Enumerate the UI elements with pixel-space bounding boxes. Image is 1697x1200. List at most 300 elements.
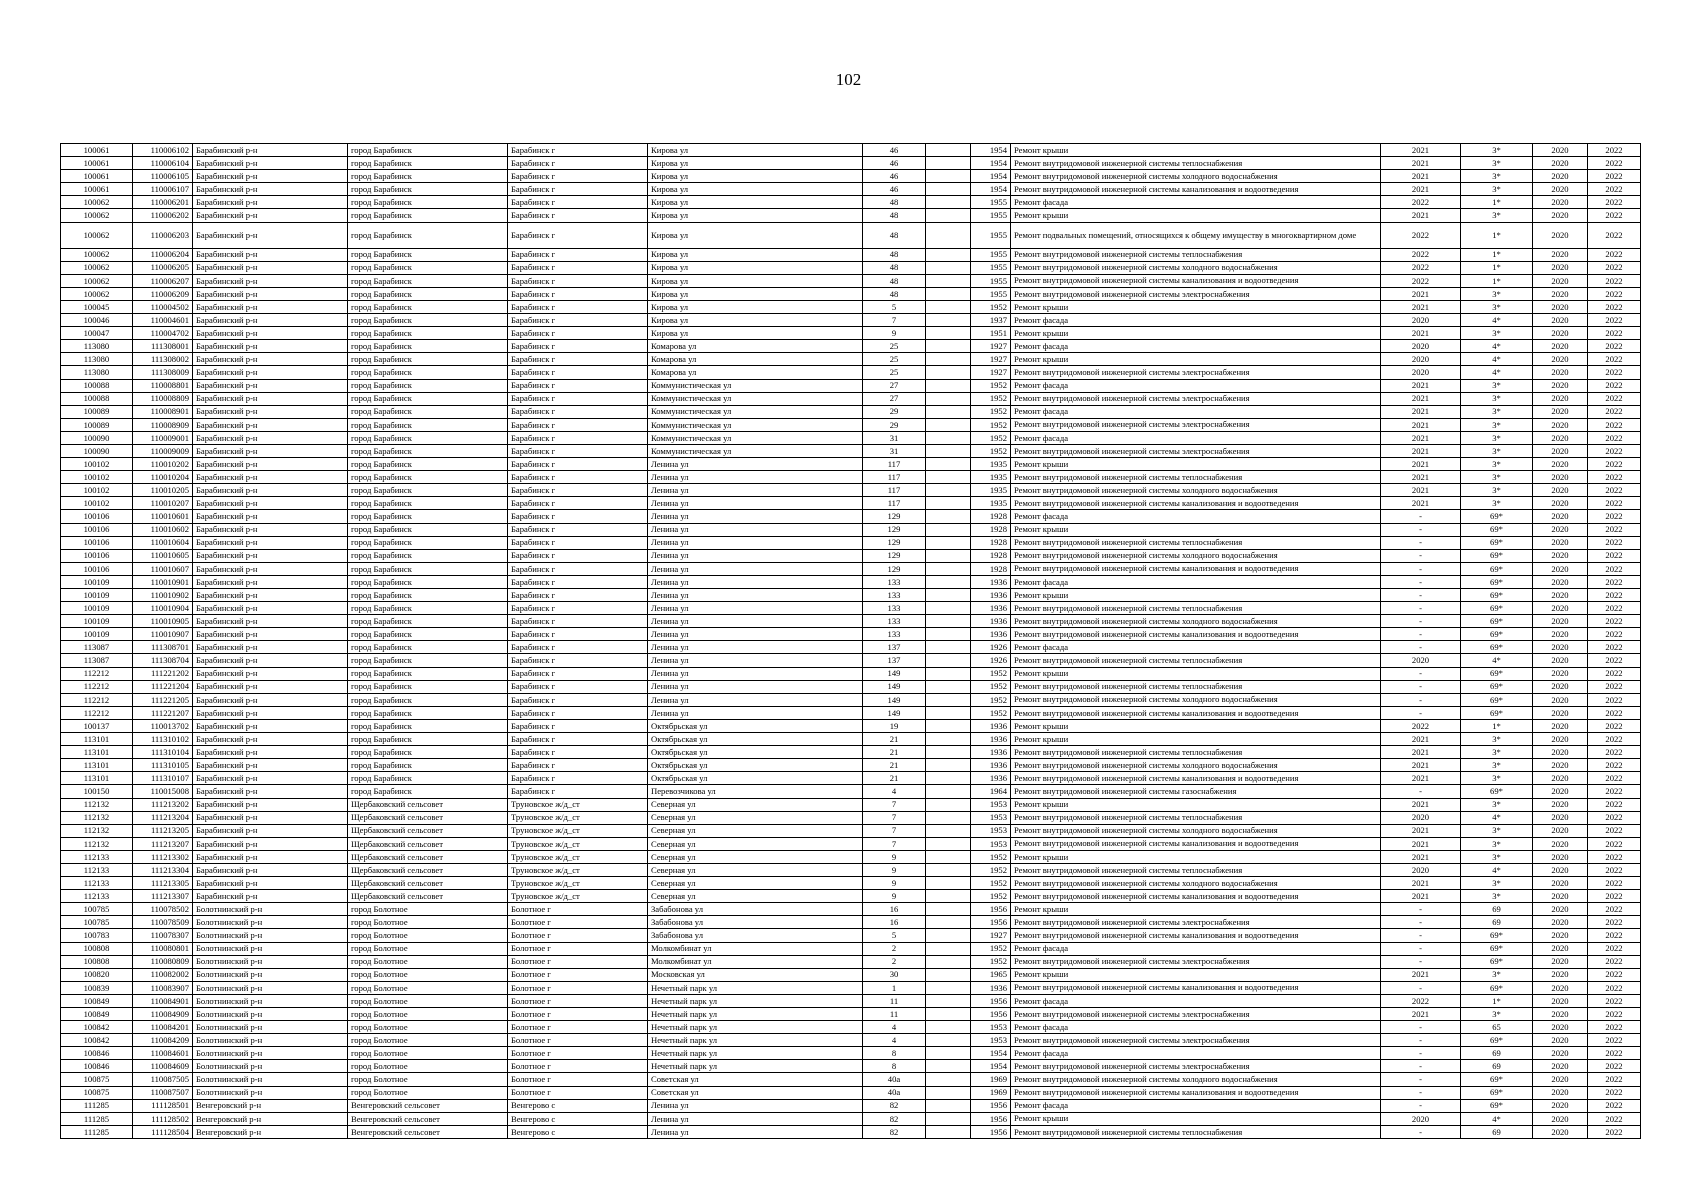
cell-house-id: 112132 [61,798,133,811]
cell-year-built: 1956 [971,916,1011,929]
cell-period-end: 2022 [1588,877,1641,890]
table-row [61,418,1641,431]
cell-street: Ленина ул [648,602,863,615]
cell-period-start: 2020 [1533,444,1588,457]
cell-period-start: 2020 [1533,890,1588,903]
cell-municipality: город Барабинск [348,667,508,680]
cell-house-id: 100089 [61,418,133,431]
cell-period-end: 2022 [1588,680,1641,693]
cell-year-built: 1952 [971,955,1011,968]
cell-street: Северная ул [648,811,863,824]
table-row [61,497,1641,510]
cell-year-built: 1953 [971,824,1011,837]
cell-work-id: 110008809 [133,392,193,405]
cell-plan-year: 2021 [1381,1008,1461,1021]
cell-district: Болотнинский р-н [193,1047,348,1060]
cell-period-start: 2020 [1533,1047,1588,1060]
cell-municipality: город Барабинск [348,222,508,248]
cell-municipality: город Барабинск [348,170,508,183]
cell-period-start: 2020 [1533,287,1588,300]
cell-priority: 1* [1461,274,1533,287]
cell-district: Барабинский р-н [193,300,348,313]
cell-settlement: Болотное г [508,1073,648,1086]
cell-house-id: 100137 [61,719,133,732]
cell-building [926,863,971,876]
table-row [61,366,1641,379]
cell-district: Барабинский р-н [193,719,348,732]
cell-period-start: 2020 [1533,183,1588,196]
cell-period-start: 2020 [1533,772,1588,785]
cell-building [926,602,971,615]
cell-year-built: 1936 [971,733,1011,746]
cell-plan-year: 2021 [1381,746,1461,759]
cell-work-id: 110010601 [133,510,193,523]
cell-house-number: 5 [863,929,926,942]
cell-street: Ленина ул [648,497,863,510]
cell-work-id: 111308001 [133,340,193,353]
cell-house-id: 113080 [61,353,133,366]
cell-work-type: Ремонт внутридомовой инженерной системы теплоснабжения [1011,536,1381,549]
cell-district: Барабинский р-н [193,824,348,837]
cell-plan-year: - [1381,981,1461,994]
cell-work-id: 110015008 [133,785,193,798]
cell-plan-year: 2021 [1381,497,1461,510]
cell-building [926,850,971,863]
cell-priority: 1* [1461,248,1533,261]
cell-settlement: Барабинск г [508,602,648,615]
cell-period-end: 2022 [1588,261,1641,274]
cell-district: Барабинский р-н [193,733,348,746]
cell-street: Нечетный парк ул [648,1008,863,1021]
cell-priority: 3* [1461,458,1533,471]
cell-year-built: 1928 [971,510,1011,523]
cell-priority: 4* [1461,811,1533,824]
cell-year-built: 1951 [971,327,1011,340]
cell-year-built: 1936 [971,602,1011,615]
cell-municipality: город Барабинск [348,471,508,484]
cell-street: Кирова ул [648,209,863,222]
cell-house-number: 129 [863,562,926,575]
cell-municipality: город Болотное [348,955,508,968]
table-row [61,392,1641,405]
cell-plan-year: - [1381,706,1461,719]
cell-period-end: 2022 [1588,471,1641,484]
cell-work-id: 110008909 [133,418,193,431]
cell-house-number: 21 [863,772,926,785]
cell-work-type: Ремонт крыши [1011,523,1381,536]
cell-priority: 4* [1461,353,1533,366]
table-row [61,772,1641,785]
cell-work-type: Ремонт фасада [1011,196,1381,209]
cell-district: Барабинский р-н [193,890,348,903]
cell-plan-year: 2020 [1381,811,1461,824]
cell-work-id: 111213304 [133,863,193,876]
cell-year-built: 1952 [971,405,1011,418]
cell-period-end: 2022 [1588,1112,1641,1125]
cell-work-type: Ремонт внутридомовой инженерной системы электроснабжения [1011,444,1381,457]
cell-year-built: 1954 [971,1047,1011,1060]
cell-work-id: 110087505 [133,1073,193,1086]
cell-house-id: 113101 [61,733,133,746]
cell-year-built: 1952 [971,942,1011,955]
cell-priority: 69 [1461,916,1533,929]
cell-work-id: 111213204 [133,811,193,824]
cell-year-built: 1935 [971,484,1011,497]
cell-street: Северная ул [648,890,863,903]
cell-work-type: Ремонт фасада [1011,1099,1381,1112]
cell-street: Московская ул [648,968,863,981]
cell-work-id: 110009009 [133,444,193,457]
cell-building [926,877,971,890]
cell-year-built: 1928 [971,549,1011,562]
cell-building [926,340,971,353]
cell-building [926,157,971,170]
cell-street: Комарова ул [648,340,863,353]
cell-house-id: 111285 [61,1099,133,1112]
cell-district: Барабинский р-н [193,431,348,444]
cell-municipality: город Барабинск [348,785,508,798]
cell-priority: 3* [1461,418,1533,431]
cell-work-type: Ремонт внутридомовой инженерной системы канализования и водоотведения [1011,497,1381,510]
cell-municipality: город Барабинск [348,523,508,536]
cell-plan-year: 2021 [1381,287,1461,300]
cell-year-built: 1953 [971,1021,1011,1034]
cell-period-end: 2022 [1588,170,1641,183]
cell-year-built: 1936 [971,589,1011,602]
cell-building [926,392,971,405]
cell-district: Барабинский р-н [193,772,348,785]
cell-priority: 69* [1461,680,1533,693]
cell-district: Барабинский р-н [193,615,348,628]
cell-period-start: 2020 [1533,733,1588,746]
cell-street: Забабонова ул [648,929,863,942]
cell-building [926,968,971,981]
table-row [61,248,1641,261]
cell-house-number: 40а [863,1086,926,1099]
cell-municipality: город Барабинск [348,510,508,523]
cell-work-type: Ремонт внутридомовой инженерной системы холодного водоснабжения [1011,824,1381,837]
cell-period-end: 2022 [1588,1008,1641,1021]
cell-municipality: Щербаковский сельсовет [348,850,508,863]
cell-settlement: Барабинск г [508,733,648,746]
cell-plan-year: 2021 [1381,379,1461,392]
cell-work-id: 110008801 [133,379,193,392]
cell-house-number: 30 [863,968,926,981]
cell-priority: 69* [1461,523,1533,536]
cell-plan-year: - [1381,575,1461,588]
cell-building [926,183,971,196]
cell-house-id: 100109 [61,602,133,615]
cell-street: Октябрьская ул [648,759,863,772]
cell-building [926,589,971,602]
cell-year-built: 1927 [971,340,1011,353]
table-row [61,405,1641,418]
cell-period-end: 2022 [1588,484,1641,497]
cell-year-built: 1936 [971,719,1011,732]
cell-building [926,458,971,471]
cell-period-start: 2020 [1533,536,1588,549]
cell-work-id: 110010605 [133,549,193,562]
cell-work-id: 111308009 [133,366,193,379]
cell-settlement: Болотное г [508,1047,648,1060]
cell-plan-year: - [1381,785,1461,798]
cell-municipality: город Барабинск [348,353,508,366]
cell-priority: 3* [1461,484,1533,497]
table-row [61,1034,1641,1047]
cell-period-start: 2020 [1533,209,1588,222]
cell-work-type: Ремонт внутридомовой инженерной системы теплоснабжения [1011,746,1381,759]
cell-year-built: 1955 [971,222,1011,248]
cell-house-id: 100102 [61,458,133,471]
cell-house-number: 25 [863,366,926,379]
cell-district: Венгеровский р-н [193,1125,348,1138]
cell-priority: 3* [1461,431,1533,444]
cell-street: Кирова ул [648,327,863,340]
cell-year-built: 1955 [971,274,1011,287]
cell-settlement: Барабинск г [508,549,648,562]
cell-settlement: Барабинск г [508,484,648,497]
cell-work-type: Ремонт фасада [1011,994,1381,1007]
cell-work-type: Ремонт крыши [1011,903,1381,916]
cell-house-id: 100061 [61,183,133,196]
cell-street: Ленина ул [648,589,863,602]
cell-year-built: 1952 [971,877,1011,890]
cell-period-end: 2022 [1588,850,1641,863]
cell-year-built: 1955 [971,248,1011,261]
cell-house-number: 11 [863,994,926,1007]
cell-period-start: 2020 [1533,405,1588,418]
cell-house-id: 113101 [61,772,133,785]
cell-period-end: 2022 [1588,798,1641,811]
cell-house-id: 111285 [61,1125,133,1138]
cell-settlement: Барабинск г [508,248,648,261]
cell-house-number: 8 [863,1047,926,1060]
cell-street: Кирова ул [648,183,863,196]
cell-street: Ленина ул [648,680,863,693]
cell-street: Забабонова ул [648,916,863,929]
cell-settlement: Болотное г [508,903,648,916]
cell-building [926,628,971,641]
table-row [61,994,1641,1007]
cell-building [926,903,971,916]
cell-work-id: 110006107 [133,183,193,196]
cell-street: Кирова ул [648,300,863,313]
cell-period-start: 2020 [1533,654,1588,667]
cell-work-id: 110013702 [133,719,193,732]
cell-plan-year: - [1381,1047,1461,1060]
cell-year-built: 1926 [971,641,1011,654]
cell-period-end: 2022 [1588,248,1641,261]
cell-house-id: 100839 [61,981,133,994]
cell-work-id: 110010207 [133,497,193,510]
cell-plan-year: 2021 [1381,418,1461,431]
table-row [61,444,1641,457]
cell-work-id: 110006205 [133,261,193,274]
cell-building [926,785,971,798]
cell-priority: 69* [1461,942,1533,955]
cell-settlement: Барабинск г [508,353,648,366]
cell-municipality: город Барабинск [348,157,508,170]
cell-period-end: 2022 [1588,759,1641,772]
cell-work-type: Ремонт внутридомовой инженерной системы электроснабжения [1011,1008,1381,1021]
cell-settlement: Барабинск г [508,772,648,785]
table-row [61,340,1641,353]
cell-work-type: Ремонт внутридомовой инженерной системы холодного водоснабжения [1011,1073,1381,1086]
cell-period-end: 2022 [1588,144,1641,157]
cell-year-built: 1936 [971,575,1011,588]
cell-house-number: 137 [863,654,926,667]
cell-municipality: Щербаковский сельсовет [348,890,508,903]
cell-plan-year: - [1381,523,1461,536]
cell-district: Болотнинский р-н [193,1034,348,1047]
cell-municipality: город Барабинск [348,680,508,693]
cell-work-id: 110006201 [133,196,193,209]
cell-house-id: 100106 [61,510,133,523]
cell-priority: 3* [1461,877,1533,890]
cell-priority: 69* [1461,589,1533,602]
table-row [61,575,1641,588]
cell-period-start: 2020 [1533,1073,1588,1086]
cell-house-number: 46 [863,157,926,170]
cell-municipality: город Барабинск [348,314,508,327]
cell-settlement: Барабинск г [508,340,648,353]
cell-year-built: 1952 [971,863,1011,876]
cell-settlement: Барабинск г [508,615,648,628]
cell-period-end: 2022 [1588,196,1641,209]
cell-plan-year: 2022 [1381,248,1461,261]
cell-year-built: 1965 [971,968,1011,981]
cell-settlement: Болотное г [508,981,648,994]
cell-period-start: 2020 [1533,379,1588,392]
cell-district: Барабинский р-н [193,589,348,602]
cell-plan-year: 2021 [1381,392,1461,405]
cell-district: Венгеровский р-н [193,1099,348,1112]
cell-settlement: Барабинск г [508,183,648,196]
cell-period-end: 2022 [1588,575,1641,588]
cell-house-number: 31 [863,431,926,444]
table-row [61,903,1641,916]
cell-priority: 3* [1461,209,1533,222]
cell-district: Барабинский р-н [193,510,348,523]
cell-street: Молкомбинат ул [648,955,863,968]
cell-settlement: Барабинск г [508,719,648,732]
cell-settlement: Болотное г [508,942,648,955]
cell-period-end: 2022 [1588,418,1641,431]
cell-priority: 69* [1461,510,1533,523]
cell-street: Ленина ул [648,641,863,654]
cell-settlement: Барабинск г [508,575,648,588]
cell-period-start: 2020 [1533,1021,1588,1034]
cell-work-id: 110010905 [133,615,193,628]
cell-house-id: 100088 [61,392,133,405]
cell-work-id: 110006207 [133,274,193,287]
cell-year-built: 1954 [971,157,1011,170]
cell-street: Комарова ул [648,353,863,366]
cell-year-built: 1952 [971,667,1011,680]
cell-municipality: город Барабинск [348,392,508,405]
cell-year-built: 1969 [971,1086,1011,1099]
cell-house-id: 100106 [61,562,133,575]
cell-priority: 1* [1461,994,1533,1007]
cell-period-start: 2020 [1533,589,1588,602]
cell-priority: 69* [1461,641,1533,654]
cell-house-number: 4 [863,785,926,798]
cell-priority: 3* [1461,444,1533,457]
cell-house-number: 25 [863,353,926,366]
cell-work-type: Ремонт крыши [1011,719,1381,732]
cell-house-number: 29 [863,418,926,431]
cell-house-number: 27 [863,392,926,405]
cell-house-id: 100106 [61,536,133,549]
cell-plan-year: - [1381,1021,1461,1034]
cell-house-number: 48 [863,196,926,209]
cell-work-type: Ремонт внутридомовой инженерной системы холодного водоснабжения [1011,484,1381,497]
cell-settlement: Барабинск г [508,196,648,209]
cell-house-number: 82 [863,1125,926,1138]
cell-house-number: 9 [863,850,926,863]
cell-building [926,654,971,667]
cell-house-id: 100820 [61,968,133,981]
table-row [61,1047,1641,1060]
cell-plan-year: 2020 [1381,314,1461,327]
cell-district: Болотнинский р-н [193,968,348,981]
cell-street: Ленина ул [648,536,863,549]
cell-settlement: Барабинск г [508,641,648,654]
cell-municipality: город Барабинск [348,300,508,313]
cell-plan-year: 2021 [1381,733,1461,746]
cell-district: Барабинский р-н [193,314,348,327]
cell-building [926,170,971,183]
table-row [61,1021,1641,1034]
cell-work-id: 110084201 [133,1021,193,1034]
cell-district: Барабинский р-н [193,196,348,209]
cell-house-number: 46 [863,144,926,157]
table-row [61,850,1641,863]
cell-plan-year: - [1381,1099,1461,1112]
cell-street: Северная ул [648,877,863,890]
cell-house-id: 111285 [61,1112,133,1125]
cell-period-start: 2020 [1533,1099,1588,1112]
cell-municipality: город Болотное [348,1060,508,1073]
cell-house-id: 100062 [61,209,133,222]
cell-building [926,471,971,484]
cell-building [926,1008,971,1021]
cell-house-id: 100102 [61,484,133,497]
cell-priority: 3* [1461,746,1533,759]
cell-house-id: 100150 [61,785,133,798]
table-row [61,680,1641,693]
cell-district: Барабинский р-н [193,248,348,261]
cell-period-start: 2020 [1533,746,1588,759]
cell-municipality: город Барабинск [348,706,508,719]
cell-plan-year: - [1381,929,1461,942]
cell-work-id: 111310104 [133,746,193,759]
cell-district: Болотнинский р-н [193,942,348,955]
cell-municipality: город Барабинск [348,183,508,196]
table-row [61,759,1641,772]
cell-municipality: город Барабинск [348,431,508,444]
cell-priority: 3* [1461,890,1533,903]
cell-year-built: 1952 [971,444,1011,457]
cell-settlement: Барабинск г [508,379,648,392]
cell-work-id: 110084609 [133,1060,193,1073]
cell-house-id: 100109 [61,575,133,588]
cell-district: Барабинский р-н [193,628,348,641]
cell-plan-year: 2021 [1381,209,1461,222]
cell-plan-year: - [1381,942,1461,955]
cell-year-built: 1927 [971,929,1011,942]
cell-house-id: 100109 [61,615,133,628]
